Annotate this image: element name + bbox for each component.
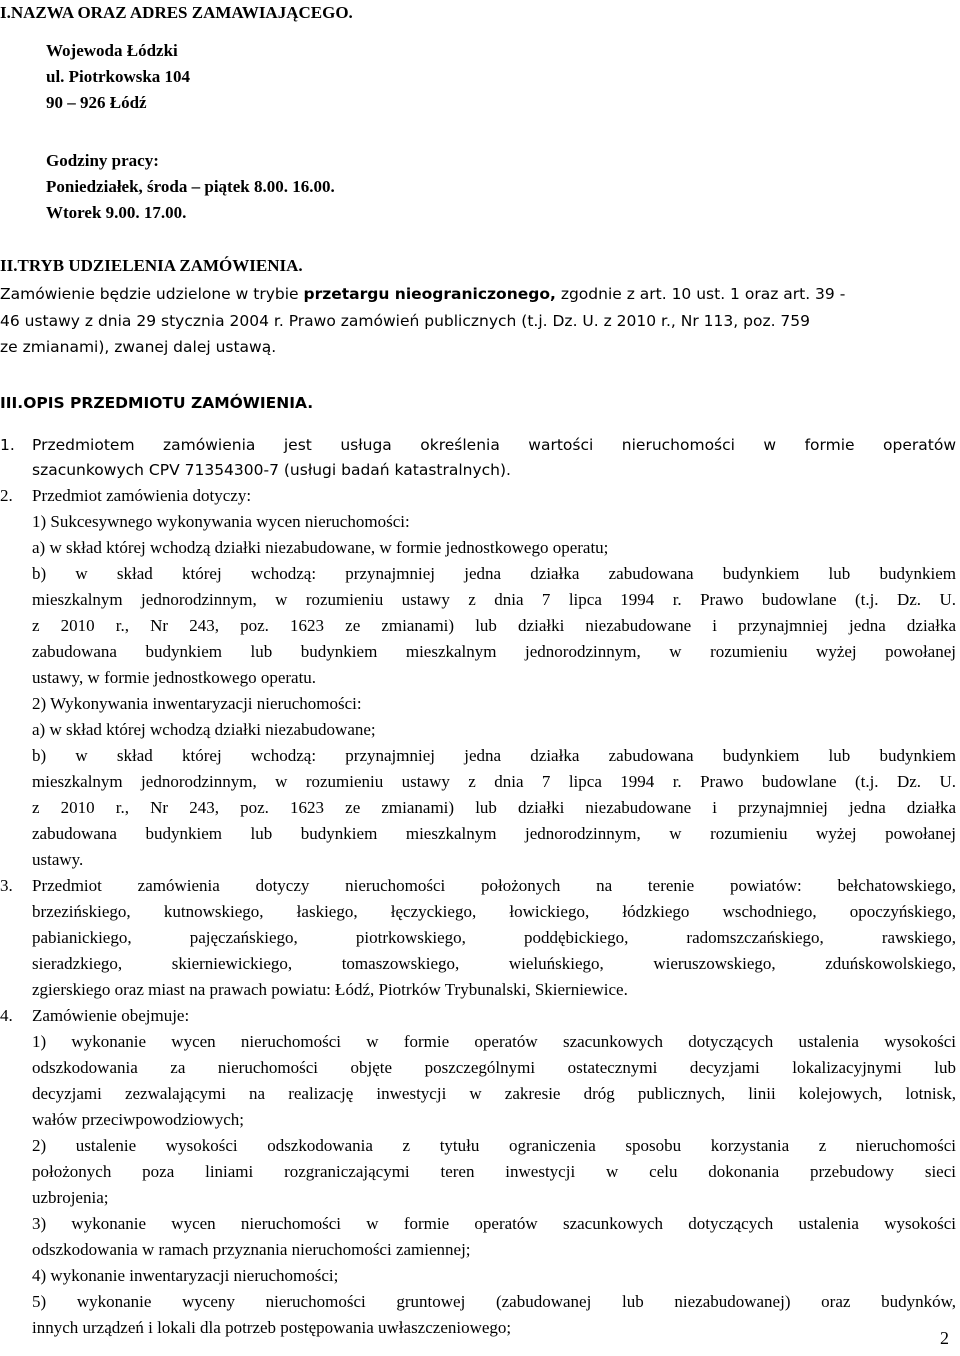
section-2-line-1-post: zgodnie z art. 10 ust. 1 oraz art. 39 - — [555, 285, 846, 303]
item-2-number: 2. — [0, 486, 13, 505]
item-4-line-4: decyzjami zezwalającymi na realizację inwestycji w zakresie dróg publicznych, linii kolejowych, lotnisk, — [32, 1084, 956, 1103]
authority-name: Wojewoda Łódzki — [46, 41, 178, 60]
item-1-number: 1. — [0, 436, 15, 454]
item-4-line-2: 1) wykonanie wycen nieruchomości w formie operatów szacunkowych dotyczących ustalenia wysokości — [32, 1032, 956, 1051]
section-3-heading: III.OPIS PRZEDMIOTU ZAMÓWIENIA. — [0, 394, 314, 412]
item-4-line-8: uzbrojenia; — [32, 1188, 109, 1207]
section-2-line-2: 46 ustawy z dnia 29 stycznia 2004 r. Prawo zamówień publicznych (t.j. Dz. U. z 2010 r., Nr 113, poz. 759 — [0, 312, 811, 330]
item-2-line-1: Przedmiot zamówienia dotyczy: — [32, 486, 252, 505]
item-4-line-13: innych urządzeń i lokali dla potrzeb postępowania uwłaszczeniowego; — [32, 1318, 512, 1337]
item-4-line-7: położonych poza liniami rozgraniczającymi teren inwestycji w celu dokonania przebudowy sieci — [32, 1162, 956, 1181]
section-1-heading: I.NAZWA ORAZ ADRES ZAMAWIAJĄCEGO. — [0, 3, 353, 22]
item-3-line-3: pabianickiego, pajęczańskiego, piotrkowskiego, poddębickiego, radomszczańskiego, rawskiego, — [32, 928, 956, 947]
authority-city: 90 – 926 Łódź — [46, 93, 147, 112]
hours-line-2: Wtorek 9.00. 17.00. — [46, 203, 187, 222]
item-2-line-10: a) w skład której wchodzą działki niezabudowane; — [32, 720, 376, 739]
item-2-line-12: mieszkalnym jednorodzinnym, w rozumieniu ustawy z dnia 7 lipca 1994 r. Prawo budowlane (t.j. Dz. U. — [32, 772, 956, 791]
item-2-line-5: mieszkalnym jednorodzinnym, w rozumieniu ustawy z dnia 7 lipca 1994 r. Prawo budowlane (t.j. Dz. U. — [32, 590, 956, 609]
page-number: 2 — [940, 1328, 949, 1348]
item-2-line-13: z 2010 r., Nr 243, poz. 1623 ze zmianami) lub działki niezabudowane i przynajmniej jedna działka — [32, 798, 956, 817]
item-3-line-1: Przedmiot zamówienia dotyczy nieruchomości położonych na terenie powiatów: bełchatowskiego, — [32, 876, 956, 895]
item-3-line-5: zgierskiego oraz miast na prawach powiatu: Łódź, Piotrków Trybunalski, Skierniewice. — [32, 980, 628, 999]
section-2-line-1-pre: Zamówienie będzie udzielone w trybie — [0, 285, 304, 303]
item-2-line-6: z 2010 r., Nr 243, poz. 1623 ze zmianami) lub działki niezabudowane i przynajmniej jedna działka — [32, 616, 956, 635]
item-2-line-7: zabudowana budynkiem lub budynkiem mieszkalnym jednorodzinnym, w rozumieniu wyżej powołanej — [32, 642, 956, 661]
hours-title: Godziny pracy: — [46, 151, 159, 170]
item-4-line-12: 5) wykonanie wyceny nieruchomości gruntowej (zabudowanej lub niezabudowanej) oraz budynków, — [32, 1292, 956, 1311]
item-3-number: 3. — [0, 876, 13, 895]
item-2-line-9: 2) Wykonywania inwentaryzacji nieruchomości: — [32, 694, 362, 713]
item-4-line-10: odszkodowania w ramach przyznania nieruchomości zamiennej; — [32, 1240, 471, 1259]
item-3-line-2: brzezińskiego, kutnowskiego, łaskiego, łęczyckiego, łowickiego, łódzkiego wschodniego, opoczyńskiego, — [32, 902, 956, 921]
item-2-line-3: a) w skład której wchodzą działki niezabudowane, w formie jednostkowego operatu; — [32, 538, 609, 557]
item-4-line-11: 4) wykonanie inwentaryzacji nieruchomości; — [32, 1266, 339, 1285]
item-2-line-4: b) w skład której wchodzą: przynajmniej jedna działka zabudowana budynkiem lub budynkiem — [32, 564, 956, 583]
item-4-line-9: 3) wykonanie wycen nieruchomości w formie operatów szacunkowych dotyczących ustalenia wysokości — [32, 1214, 956, 1233]
item-4-number: 4. — [0, 1006, 13, 1025]
item-4-line-6: 2) ustalenie wysokości odszkodowania z tytułu ograniczenia sposobu korzystania z nieruchomości — [32, 1136, 956, 1155]
section-2-line-3: ze zmianami), zwanej dalej ustawą. — [0, 338, 277, 356]
item-1-line-1: Przedmiotem zamówienia jest usługa określenia wartości nieruchomości w formie operatów — [32, 436, 956, 454]
item-2-line-11: b) w skład której wchodzą: przynajmniej jedna działka zabudowana budynkiem lub budynkiem — [32, 746, 956, 765]
procedure-type: przetargu nieograniczonego, — [303, 285, 556, 303]
hours-line-1: Poniedziałek, środa – piątek 8.00. 16.00. — [46, 177, 335, 196]
item-4-line-1: Zamówienie obejmuje: — [32, 1006, 190, 1025]
section-2-heading: II.TRYB UDZIELENIA ZAMÓWIENIA. — [0, 256, 303, 275]
item-2-line-15: ustawy. — [32, 850, 84, 869]
item-4-line-3: odszkodowania za nieruchomości objęte poszczególnymi ostatecznymi decyzjami lokalizacyjnymi lub — [32, 1058, 956, 1077]
item-3-line-4: sieradzkiego, skierniewickiego, tomaszowskiego, wieluńskiego, wieruszowskiego, zduńskowolskiego, — [32, 954, 956, 973]
item-1-line-2: szacunkowych CPV 71354300-7 (usługi badań katastralnych). — [32, 461, 511, 479]
section-2-line-1 — [0, 283, 956, 305]
authority-street: ul. Piotrkowska 104 — [46, 67, 191, 86]
item-4-line-5: wałów przeciwpowodziowych; — [32, 1110, 244, 1129]
item-2-line-8: ustawy, w formie jednostkowego operatu. — [32, 668, 317, 687]
item-2-line-2: 1) Sukcesywnego wykonywania wycen nieruchomości: — [32, 512, 410, 531]
item-2-line-14: zabudowana budynkiem lub budynkiem mieszkalnym jednorodzinnym, w rozumieniu wyżej powołanej — [32, 824, 956, 843]
